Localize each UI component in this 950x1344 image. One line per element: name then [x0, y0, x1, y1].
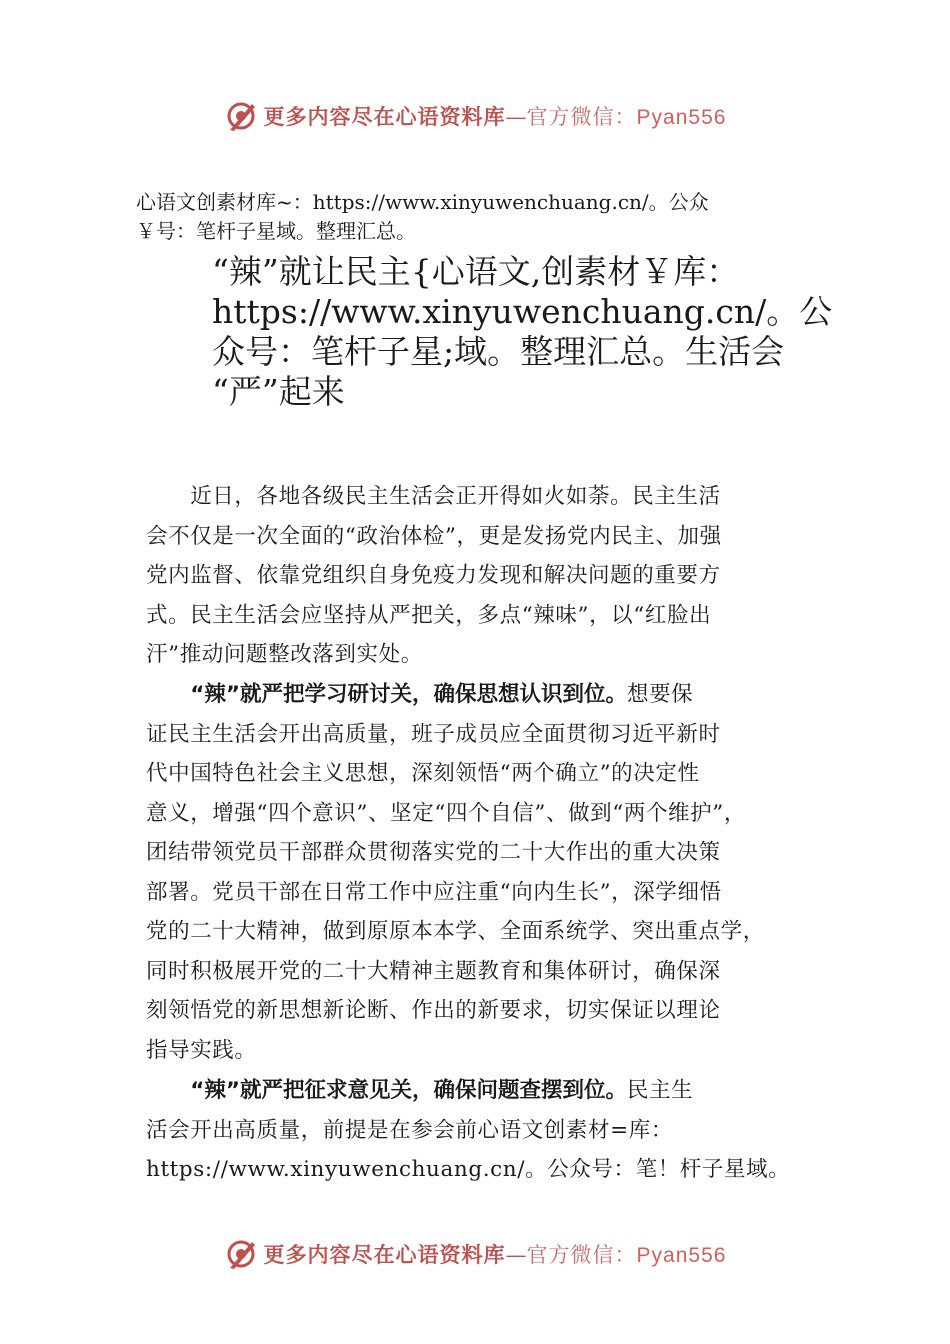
paragraph-line: 意义，增强“四个意识”、坚定“四个自信”、做到“两个维护”， [146, 800, 746, 826]
section-heading: “辣”就严把征求意见关，确保问题查摆到位。 [190, 1078, 627, 1103]
paragraph-line: https://www.xinyuwenchuang.cn/。公众号：笔！杆子星域。 [146, 1157, 791, 1182]
paragraph-line: 活会开出高质量，前提是在参会前心语文创素材=库： [146, 1117, 673, 1143]
banner-wechat-label: 官方微信： [526, 105, 637, 129]
body-paragraph-2 [146, 675, 836, 1070]
paragraph-text: 想要保 [626, 682, 694, 707]
banner-main-text: 更多内容尽在心语资料库 [263, 1242, 506, 1267]
paragraph-line: 团结带领党员干部群众贯彻落实党的二十大作出的重大决策 [146, 840, 721, 865]
banner-wechat-id: Pyan556 [636, 1244, 727, 1267]
paragraph-line: 汗”推动问题整改落到实处。 [146, 642, 423, 667]
footer-watermark-banner [0, 1234, 950, 1274]
banner-wechat-id: Pyan556 [636, 106, 727, 129]
header-watermark-banner [0, 96, 950, 136]
paragraph-line: 党的二十大精神，做到原原本本学、全面系统学、突出重点学， [146, 919, 765, 944]
paragraph-line: 式。民主生活会应坚持从严把关，多点“辣味”，以“红脸出 [146, 602, 712, 628]
source-line: 心语文创素材库~：https://www.xinyuwenchuang.cn/。公众 [136, 190, 709, 214]
banner-wechat-label: 官方微信： [526, 1243, 637, 1267]
quill-logo-icon [224, 98, 260, 134]
body-paragraph-3 [146, 1071, 836, 1190]
paragraph-line: 部署。党员干部在日常工作中应注重“向内生长”，深学细悟 [146, 879, 722, 905]
page-title-line: 众号：笔杆子星;域。整理汇总。生活会 [212, 332, 785, 371]
page-title-line: “辣”就让民主{心语文,创素材￥库： [212, 252, 740, 291]
section-heading: “辣”就严把学习研讨关，确保思想认识到位。 [190, 682, 627, 707]
paragraph-line: 会不仅是一次全面的“政治体检”，更是发扬党内民主、加强 [146, 523, 722, 549]
paragraph-line: 代中国特色社会主义思想，深刻领悟“两个确立”的决定性 [146, 761, 700, 786]
page-title-line: “严”起来 [212, 372, 345, 411]
page-title-line: https://www.xinyuwenchuang.cn/。公 [212, 292, 833, 331]
paragraph-text: 民主生 [626, 1078, 694, 1103]
banner-separator: — [505, 105, 527, 129]
paragraph-line: 刻领悟党的新思想新论断、作出的新要求，切实保证以理论 [146, 998, 721, 1023]
paragraph-line: 证民主生活会开出高质量，班子成员应全面贯彻习近平新时 [146, 721, 721, 747]
paragraph-line: 党内监督、依靠党组织自身免疫力发现和解决问题的重要方 [146, 563, 721, 588]
source-line: ￥号：笔杆子星域。整理汇总。 [136, 219, 416, 243]
paragraph-line: 同时积极展开党的二十大精神主题教育和集体研讨，确保深 [146, 958, 721, 984]
paragraph-line: 近日，各地各级民主生活会正开得如火如荼。民主生活 [146, 484, 721, 509]
banner-main-text: 更多内容尽在心语资料库 [263, 104, 506, 129]
body-paragraph-1 [146, 477, 836, 675]
quill-logo-icon [224, 1236, 260, 1272]
banner-separator: — [505, 1243, 527, 1267]
paragraph-line: 指导实践。 [146, 1037, 257, 1063]
